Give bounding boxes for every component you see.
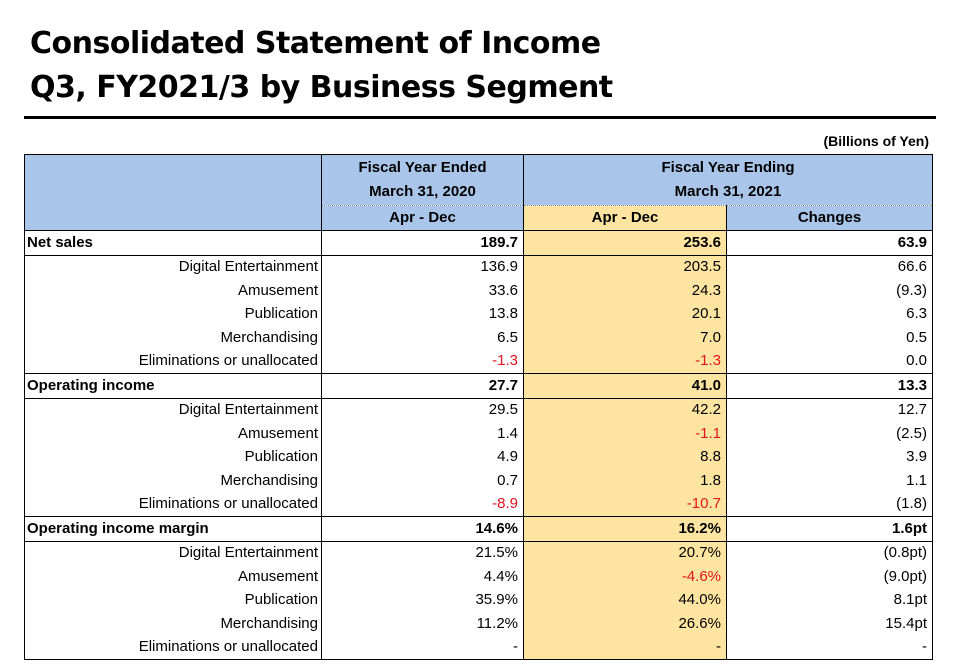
change-value: - — [727, 636, 933, 660]
change-value: 15.4pt — [727, 612, 933, 636]
prev-value: -8.9 — [322, 493, 524, 517]
header-fy2021-line1: Fiscal Year Ending — [661, 159, 795, 176]
prev-value: 29.5 — [322, 398, 524, 422]
unit-label: (Billions of Yen) — [823, 133, 929, 149]
curr-value: -10.7 — [524, 493, 727, 517]
change-value: 8.1pt — [727, 589, 933, 613]
row-label: Digital Entertainment — [25, 541, 322, 565]
prev-value: 1.4 — [322, 422, 524, 446]
change-value: (0.8pt) — [727, 541, 933, 565]
prev-value: 4.9 — [322, 446, 524, 470]
change-value: 0.5 — [727, 326, 933, 350]
table-row — [25, 469, 933, 493]
title-divider — [24, 116, 936, 119]
prev-value: 0.7 — [322, 469, 524, 493]
row-label: Eliminations or unallocated — [25, 493, 322, 517]
curr-value: 253.6 — [524, 231, 727, 256]
row-label: Digital Entertainment — [25, 255, 322, 279]
change-value: 12.7 — [727, 398, 933, 422]
table-row — [25, 350, 933, 374]
income-statement-table — [24, 154, 933, 660]
change-value: (9.0pt) — [727, 565, 933, 589]
header-curr-period: Apr - Dec — [524, 206, 727, 231]
table-body — [25, 231, 933, 660]
row-label: Publication — [25, 303, 322, 327]
curr-value: -1.3 — [524, 350, 727, 374]
table-row — [25, 279, 933, 303]
section-total-row — [25, 374, 933, 399]
table-row — [25, 493, 933, 517]
row-label: Publication — [25, 589, 322, 613]
change-value: 3.9 — [727, 446, 933, 470]
change-value: 66.6 — [727, 255, 933, 279]
change-value: 63.9 — [727, 231, 933, 256]
page-title — [30, 22, 613, 110]
curr-value: 20.7% — [524, 541, 727, 565]
prev-value: 4.4% — [322, 565, 524, 589]
table-row — [25, 589, 933, 613]
table-row — [25, 326, 933, 350]
row-label: Publication — [25, 446, 322, 470]
row-label: Merchandising — [25, 612, 322, 636]
header-fy2021 — [524, 155, 933, 206]
table-row — [25, 636, 933, 660]
table-row — [25, 255, 933, 279]
curr-value: 203.5 — [524, 255, 727, 279]
prev-value: 13.8 — [322, 303, 524, 327]
change-value: (1.8) — [727, 493, 933, 517]
row-label: Merchandising — [25, 469, 322, 493]
header-changes: Changes — [727, 206, 933, 231]
curr-value: - — [524, 636, 727, 660]
table-row — [25, 612, 933, 636]
title-line-1: Consolidated Statement of Income — [30, 26, 601, 61]
prev-value: -1.3 — [322, 350, 524, 374]
change-value: 0.0 — [727, 350, 933, 374]
prev-value: 27.7 — [322, 374, 524, 399]
change-value: 1.6pt — [727, 517, 933, 542]
header-fy2020 — [322, 155, 524, 206]
row-label: Amusement — [25, 422, 322, 446]
row-label: Net sales — [25, 231, 322, 256]
prev-value: 33.6 — [322, 279, 524, 303]
curr-value: 16.2% — [524, 517, 727, 542]
prev-value: 14.6% — [322, 517, 524, 542]
prev-value: 6.5 — [322, 326, 524, 350]
prev-value: 189.7 — [322, 231, 524, 256]
change-value: 6.3 — [727, 303, 933, 327]
table-row — [25, 303, 933, 327]
row-label: Merchandising — [25, 326, 322, 350]
table-row — [25, 422, 933, 446]
curr-value: 24.3 — [524, 279, 727, 303]
curr-value: 20.1 — [524, 303, 727, 327]
curr-value: -4.6% — [524, 565, 727, 589]
row-label: Operating income margin — [25, 517, 322, 542]
curr-value: 44.0% — [524, 589, 727, 613]
prev-value: 136.9 — [322, 255, 524, 279]
row-label: Amusement — [25, 279, 322, 303]
table-row — [25, 565, 933, 589]
row-label: Amusement — [25, 565, 322, 589]
section-total-row — [25, 231, 933, 256]
table-header — [25, 155, 933, 231]
table-row — [25, 541, 933, 565]
prev-value: - — [322, 636, 524, 660]
curr-value: 7.0 — [524, 326, 727, 350]
title-line-2: Q3, FY2021/3 by Business Segment — [30, 70, 613, 105]
change-value: 1.1 — [727, 469, 933, 493]
section-total-row — [25, 517, 933, 542]
header-corner — [25, 155, 322, 231]
prev-value: 11.2% — [322, 612, 524, 636]
curr-value: 42.2 — [524, 398, 727, 422]
prev-value: 35.9% — [322, 589, 524, 613]
header-fy2020-line2: March 31, 2020 — [369, 183, 476, 200]
prev-value: 21.5% — [322, 541, 524, 565]
row-label: Digital Entertainment — [25, 398, 322, 422]
curr-value: 41.0 — [524, 374, 727, 399]
header-prev-period: Apr - Dec — [322, 206, 524, 231]
row-label: Eliminations or unallocated — [25, 350, 322, 374]
row-label: Eliminations or unallocated — [25, 636, 322, 660]
row-label: Operating income — [25, 374, 322, 399]
header-fy2021-line2: March 31, 2021 — [674, 183, 782, 200]
curr-value: -1.1 — [524, 422, 727, 446]
curr-value: 26.6% — [524, 612, 727, 636]
header-fy2020-line1: Fiscal Year Ended — [358, 159, 487, 176]
table-row — [25, 446, 933, 470]
table-row — [25, 398, 933, 422]
curr-value: 1.8 — [524, 469, 727, 493]
change-value: (9.3) — [727, 279, 933, 303]
change-value: 13.3 — [727, 374, 933, 399]
curr-value: 8.8 — [524, 446, 727, 470]
change-value: (2.5) — [727, 422, 933, 446]
